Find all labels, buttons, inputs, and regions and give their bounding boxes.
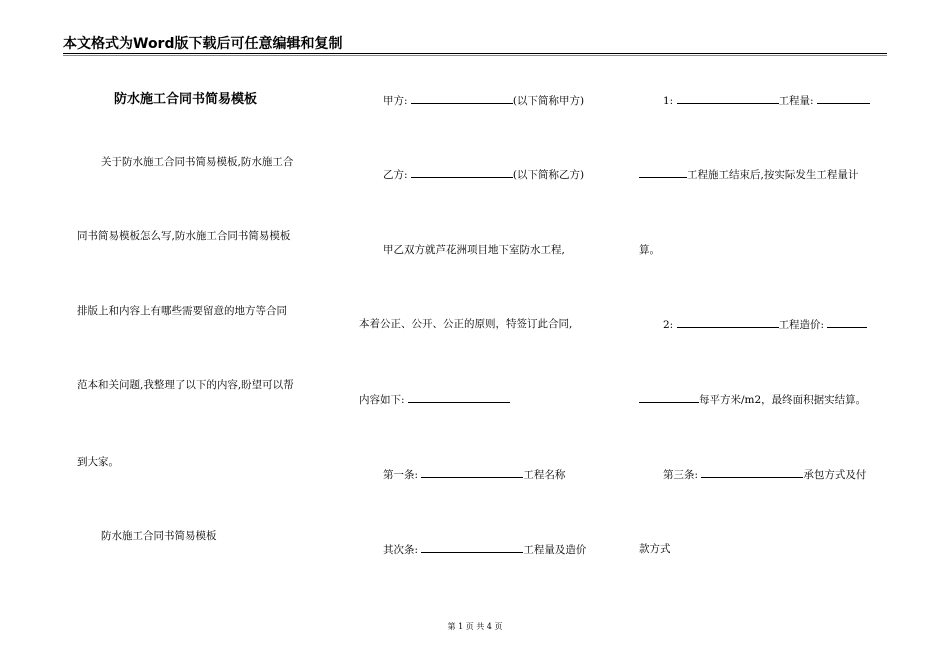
principle-line: 本着公正、公开、公正的原则，特签订此合同, bbox=[359, 318, 573, 330]
header-rule-thin bbox=[63, 55, 887, 56]
header-rule bbox=[63, 53, 887, 54]
intro-line-2: 同书简易模板怎么写,防水施工合同书简易模板 bbox=[77, 230, 291, 242]
item-1-mid: 工程量: bbox=[778, 95, 814, 107]
calc-line: 算。 bbox=[639, 244, 660, 256]
item-1-label: 1: bbox=[663, 95, 674, 107]
party-b-label: 乙方: bbox=[383, 169, 408, 181]
party-b-line bbox=[383, 167, 584, 182]
item-1-blank-2 bbox=[817, 93, 870, 104]
article-2-line bbox=[383, 542, 586, 557]
item-2-blank-2 bbox=[827, 317, 867, 328]
item-2-blank bbox=[677, 317, 779, 328]
article-1-blank bbox=[421, 467, 523, 478]
article-3-line bbox=[663, 467, 866, 482]
price-blank bbox=[639, 392, 699, 403]
price-line bbox=[639, 392, 866, 407]
content-label: 内容如下: bbox=[359, 394, 405, 406]
article-3-blank bbox=[701, 467, 803, 478]
article-2-label: 其次条: bbox=[383, 544, 419, 556]
party-a-label: 甲方: bbox=[383, 95, 408, 107]
document-header: 本文格式为Word版下载后可任意编辑和复制 bbox=[63, 36, 343, 52]
article-2-blank bbox=[421, 542, 523, 553]
party-a-line bbox=[383, 93, 584, 108]
item-1-blank bbox=[677, 93, 779, 104]
payment-line: 款方式 bbox=[639, 543, 671, 555]
intro-line-1: 关于防水施工合同书简易模板,防水施工合 bbox=[101, 156, 294, 168]
quantity-line bbox=[639, 167, 858, 182]
item-2-label: 2: bbox=[663, 319, 674, 331]
price-text: 每平方米/m2，最终面积据实结算。 bbox=[699, 394, 867, 406]
item-2-line bbox=[663, 317, 867, 332]
item-1-line bbox=[663, 93, 870, 108]
intro-line-3: 排版上和内容上有哪些需要留意的地方等合同 bbox=[77, 305, 287, 317]
quantity-blank bbox=[639, 167, 687, 178]
party-a-blank bbox=[411, 93, 513, 104]
article-1-suffix: 工程名称 bbox=[523, 469, 566, 481]
party-b-blank bbox=[411, 167, 513, 178]
article-3-label: 第三条: bbox=[663, 469, 699, 481]
article-1-label: 第一条: bbox=[383, 469, 419, 481]
quantity-text: 工程施工结束后,按实际发生工程量计 bbox=[687, 169, 859, 181]
article-2-suffix: 工程量及造价 bbox=[523, 544, 587, 556]
article-3-suffix: 承包方式及付 bbox=[803, 469, 867, 481]
party-a-suffix: (以下简称甲方) bbox=[512, 95, 585, 107]
doc-title: 防水施工合同书简易模板 bbox=[114, 92, 258, 107]
content-blank bbox=[408, 392, 510, 403]
party-b-suffix: (以下简称乙方) bbox=[512, 169, 585, 181]
page-number: 第 1 页 共 4 页 bbox=[447, 622, 503, 631]
item-2-mid: 工程造价: bbox=[778, 319, 825, 331]
section-title: 防水施工合同书简易模板 bbox=[101, 530, 217, 542]
intro-line-5: 到大家。 bbox=[77, 456, 119, 468]
project-line: 甲乙双方就芦花洲项目地下室防水工程, bbox=[383, 244, 565, 256]
content-line bbox=[359, 392, 510, 407]
article-1-line bbox=[383, 467, 565, 482]
intro-line-4: 范本和关问题,我整理了以下的内容,盼望可以帮 bbox=[77, 379, 294, 391]
